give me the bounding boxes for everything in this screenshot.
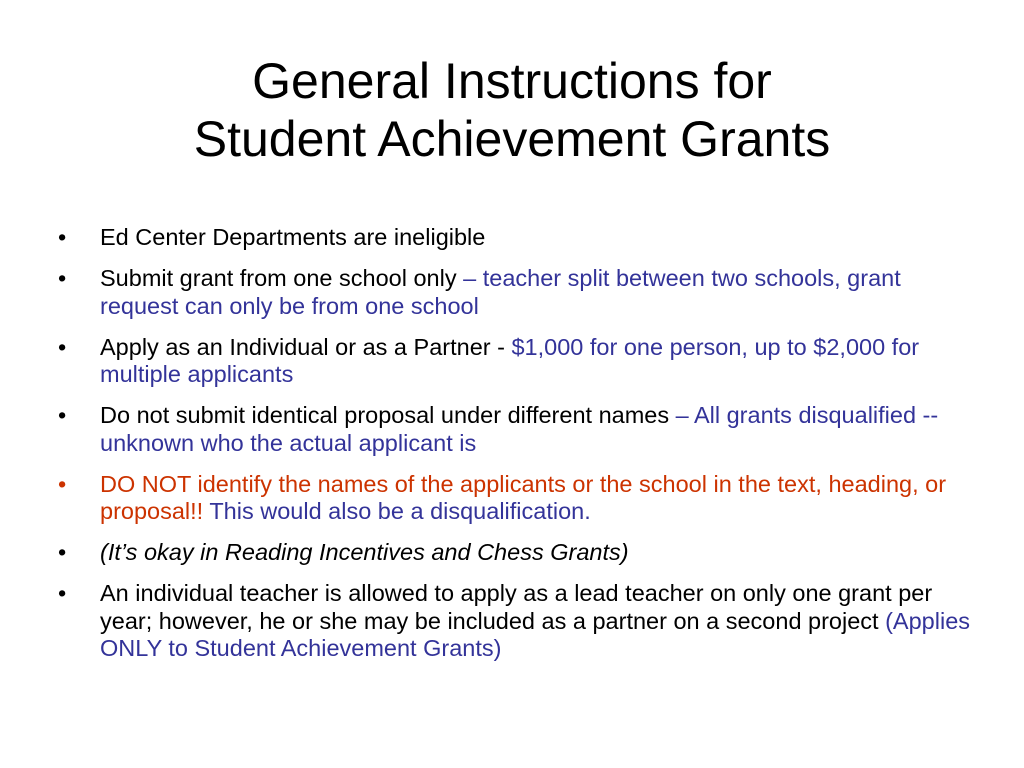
bullet-note: – All grants disqualified -- unknown who the actual applicant is bbox=[100, 402, 939, 456]
bullet-item-do-not-identify bbox=[56, 471, 976, 526]
title-line-2: Student Achievement Grants bbox=[193, 111, 831, 167]
bullet-note: $1,000 for one person, up to $2,000 for multiple applicants bbox=[100, 333, 920, 387]
bullet-icon: • bbox=[58, 265, 67, 291]
bullet-icon: • bbox=[58, 580, 67, 606]
bullet-note: – teacher split between two schools, grant request can only be from one school bbox=[100, 265, 901, 319]
title-line-1: General Instructions for bbox=[252, 53, 772, 109]
bullet-text: Submit grant from one school only bbox=[100, 265, 464, 291]
bullet-item-individual-partner bbox=[56, 334, 976, 389]
bullet-note: (Applies ONLY to Student Achievement Grants) bbox=[100, 607, 971, 661]
bullet-text: An individual teacher is allowed to apply as a lead teacher on only one grant per year; however, he or she may be included as a partner on a second project bbox=[100, 580, 933, 634]
bullet-icon: • bbox=[58, 224, 67, 250]
bullet-icon: • bbox=[58, 333, 67, 360]
bullet-text: Ed Center Departments are ineligible bbox=[100, 224, 486, 250]
bullet-icon: • bbox=[58, 539, 67, 565]
bullet-text: Do not submit identical proposal under different names bbox=[100, 402, 676, 428]
bullet-item-ineligible bbox=[56, 224, 976, 252]
bullet-icon: • bbox=[58, 470, 67, 497]
bullet-icon: • bbox=[58, 402, 67, 428]
bullet-list bbox=[56, 224, 976, 676]
bullet-item-lead-teacher bbox=[56, 580, 976, 663]
bullet-warning: DO NOT identify the names of the applicants or the school in the text, heading, or proposal!! bbox=[100, 470, 947, 524]
bullet-item-okay-exception bbox=[56, 539, 976, 567]
bullet-text: (It’s okay in Reading Incentives and Chess Grants) bbox=[100, 539, 629, 565]
bullet-item-identical-proposal bbox=[56, 402, 976, 457]
bullet-text: Apply as an Individual or as a Partner - bbox=[100, 333, 512, 360]
slide-title bbox=[0, 52, 1024, 168]
bullet-item-one-school bbox=[56, 265, 976, 320]
bullet-note: This would also be a disqualification. bbox=[209, 498, 591, 524]
